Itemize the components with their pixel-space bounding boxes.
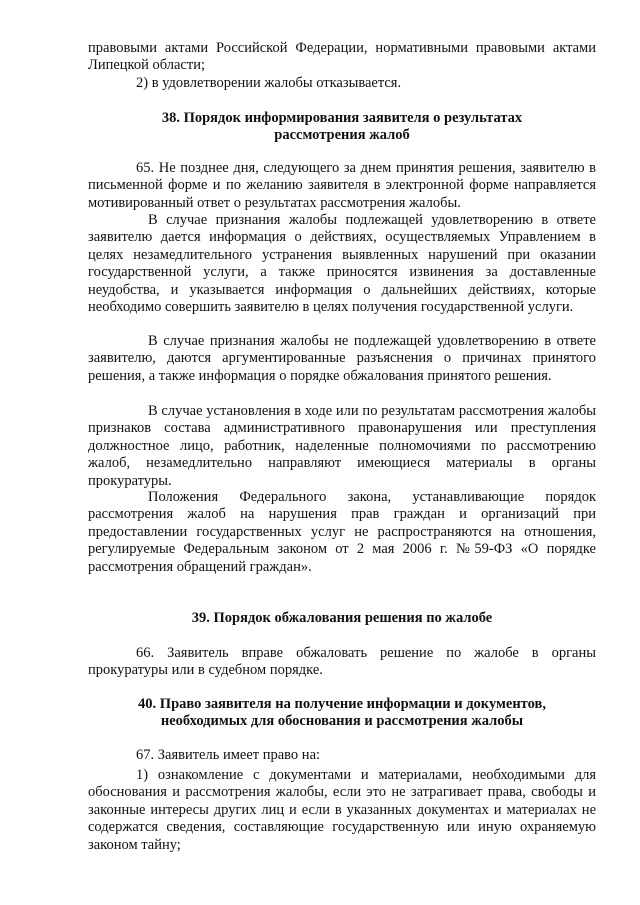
list-item-1: 1) ознакомление с документами и материалами, необходимыми для обоснования и рассмотрения жалобы, если это не затрагивает права, свободы и законные интересы других лиц и если в указанных документах и материалах не содержатся сведения, составляющие государственную или иную охраняемую законом тайну; <box>88 767 596 853</box>
paragraph-not-satisfied: В случае признания жалобы не подлежащей удовлетворению в ответе заявителю, даются аргументированные разъяснения о причинах принятого решения, а также информация о порядке обжалования принятого решения. <box>88 333 596 384</box>
paragraph-satisfied: В случае признания жалобы подлежащей удовлетворению в ответе заявителю дается информация о действиях, осуществляемых Управлением в целях незамедлительного устранения выявленных нарушений при оказании государственной услуги, а также приносятся извинения за доставленные неудобства, и указывается информация о дальнейших действиях, которые необходимо совершить заявителю в целях получения государственной услуги. <box>88 212 596 316</box>
section-38-heading: 38. Порядок информирования заявителя о результатах рассмотрения жалоб <box>161 110 523 144</box>
section-39-heading: 39. Порядок обжалования решения по жалобе <box>191 610 493 626</box>
continuation-text: правовыми актами Российской Федерации, нормативными правовыми актами Липецкой области; <box>88 40 596 74</box>
paragraph-federal-law: Положения Федерального закона, устанавливающие порядок рассмотрения жалоб на нарушения прав граждан и организаций при предоставлении государственных услуг не распространяются на отношения, регулируемые Федеральным законом от 2 мая 2006 г. №59-ФЗ «О порядке рассмотрения обращений граждан». <box>88 489 596 575</box>
paragraph-prosecutor: В случае установления в ходе или по результатам рассмотрения жалобы признаков состава административного правонарушения или преступления должностное лицо, работник, наделенные полномочиями по рассмотрению жалоб, незамедлительно направляют имеющиеся материалы в органы прокуратуры. <box>88 403 596 489</box>
paragraph-67: 67. Заявитель имеет право на: <box>136 747 321 763</box>
paragraph-65: 65. Не позднее дня, следующего за днем принятия решения, заявителю в письменной форме и по желанию заявителя в электронной форме направляется мотивированный ответ о результатах рассмотрения жалобы. <box>88 160 596 211</box>
section-40-heading: 40. Право заявителя на получение информации и документов, необходимых для обоснования и рассмотрения жалобы <box>138 696 546 730</box>
paragraph-66: 66. Заявитель вправе обжаловать решение по жалобе в органы прокуратуры или в судебном порядке. <box>88 645 596 679</box>
list-item-2: 2) в удовлетворении жалобы отказывается. <box>136 75 402 91</box>
